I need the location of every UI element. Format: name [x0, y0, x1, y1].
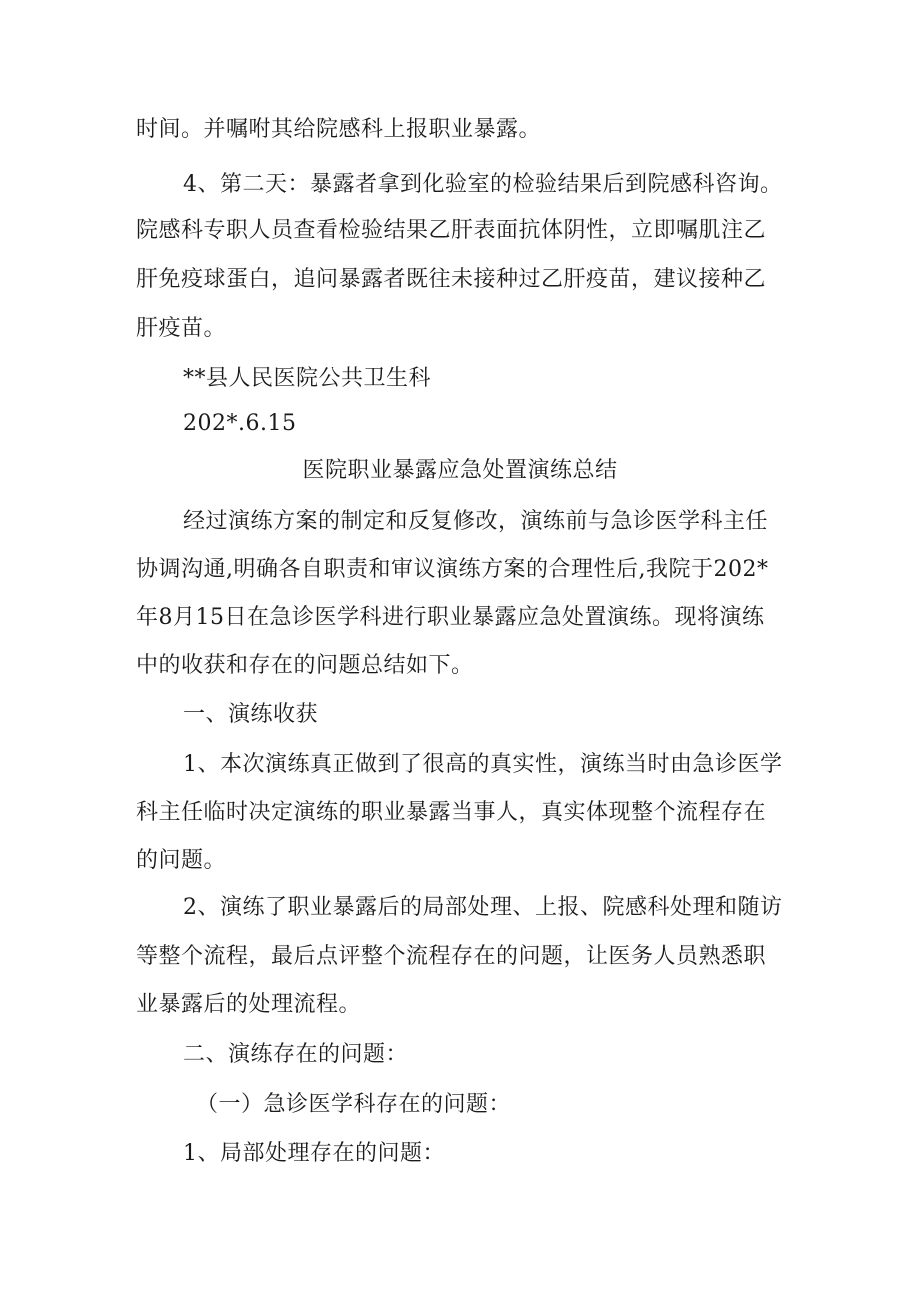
paragraph-line: 协调沟通,明确各自职责和审议演练方案的合理性后,我院于202* — [136, 557, 769, 582]
paragraph-line: 的问题。 — [136, 848, 227, 873]
paragraph-line: 肝免疫球蛋白，追问暴露者既往未接种过乙肝疫苗，建议接种乙 — [136, 267, 767, 292]
paragraph-line: 等整个流程，最后点评整个流程存在的问题，让医务人员熟悉职 — [136, 944, 767, 969]
paragraph-line: 中的收获和存在的问题总结如下。 — [136, 653, 474, 678]
document-date: 202*.6.15 — [183, 411, 297, 436]
subheading: 一、演练收获 — [183, 702, 319, 727]
paragraph-line: 年8月15日在急诊医学科进行职业暴露应急处置演练。现将演练 — [136, 605, 765, 630]
paragraph-line: 经过演练方案的制定和反复修改，演练前与急诊医学科主任 — [183, 509, 769, 534]
paragraph-line: 肝疫苗。 — [136, 316, 227, 341]
paragraph-line: 业暴露后的处理流程。 — [136, 992, 362, 1017]
paragraph-line: 2、演练了职业暴露后的局部处理、上报、院感科处理和随访 — [183, 895, 783, 920]
paragraph-line: 院感科专职人员查看检验结果乙肝表面抗体阴性，立即嘱肌注乙 — [136, 218, 767, 243]
subheading: 1、局部处理存在的问题： — [183, 1141, 445, 1166]
paragraph-line: 科主任临时决定演练的职业暴露当事人，真实体现整个流程存在 — [136, 800, 767, 825]
section-title: 医院职业暴露应急处置演练总结 — [302, 458, 618, 483]
paragraph-line: 1、本次演练真正做到了很高的真实性，演练当时由急诊医学 — [183, 752, 783, 777]
paragraph-line: 4、第二天：暴露者拿到化验室的检验结果后到院感科咨询。 — [183, 172, 783, 197]
department-signature: **县人民医院公共卫生科 — [183, 366, 432, 391]
subheading: 二、演练存在的问题： — [183, 1042, 409, 1067]
paragraph-line: 时间。并嘱咐其给院感科上报职业暴露。 — [136, 117, 542, 142]
sub-subheading: （一）急诊医学科存在的问题： — [196, 1092, 512, 1117]
